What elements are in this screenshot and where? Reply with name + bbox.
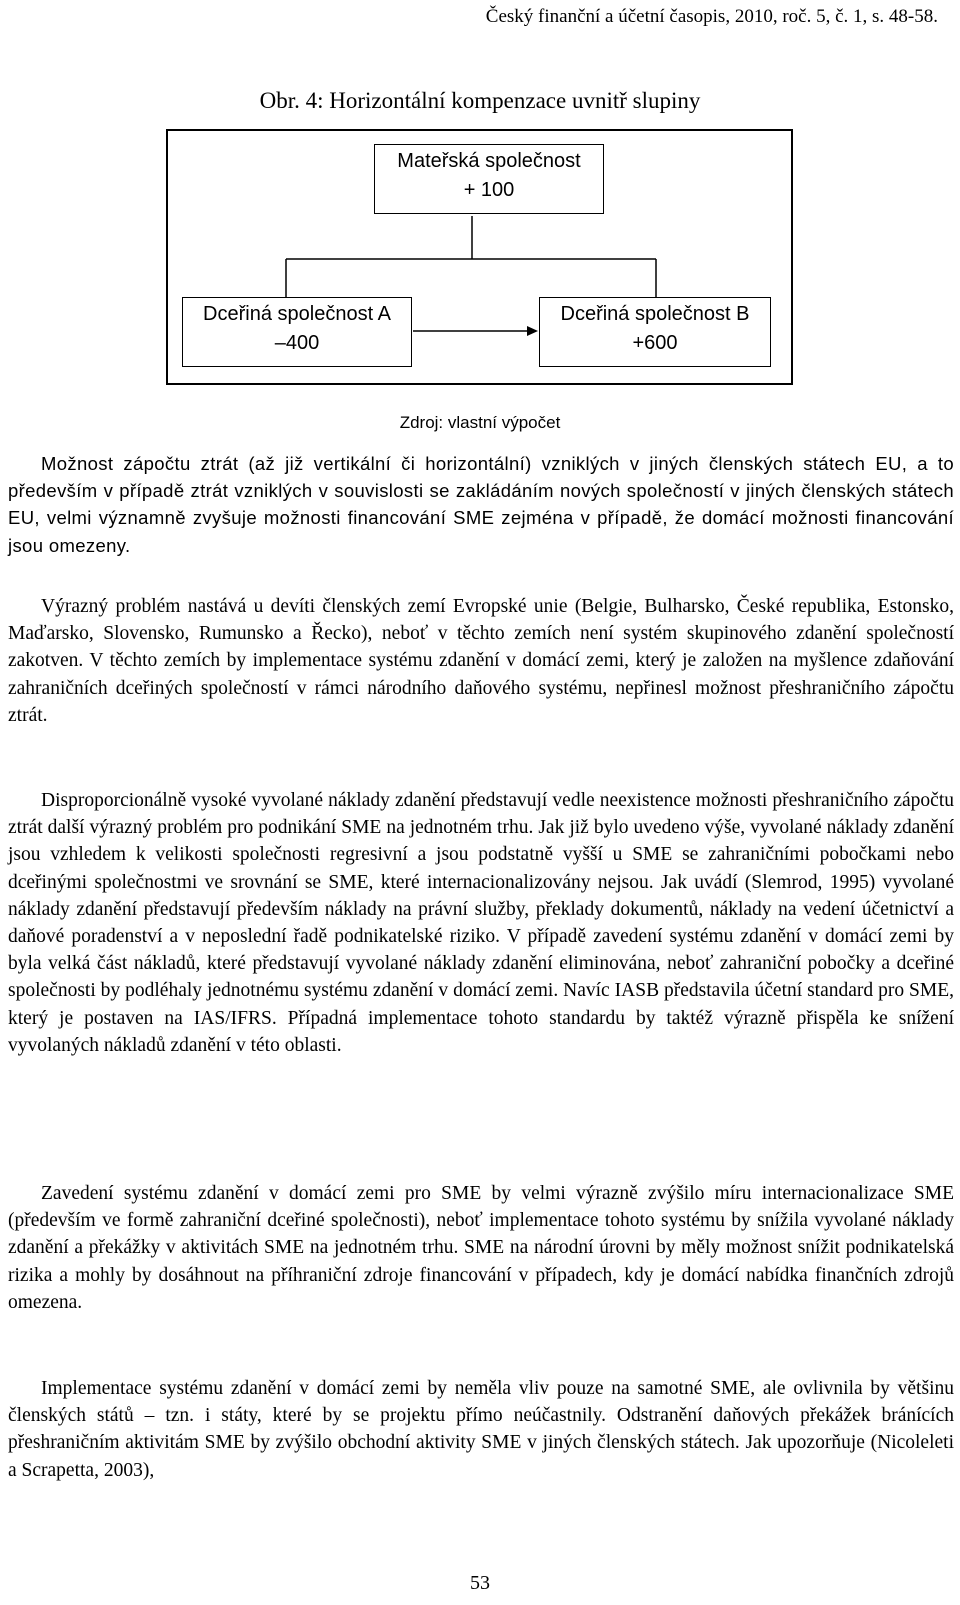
subsidiary-a-value: –400 — [274, 332, 320, 354]
paragraph — [8, 450, 954, 559]
subsidiary-a-box — [182, 297, 412, 367]
parent-company-value: + 100 — [463, 179, 515, 201]
paragraph-text: Možnost zápočtu ztrát (až již vertikální či horizontální) vzniklých v jiných členských státech EU, a to především v případě ztrát vzniklých v souvislosti se zakládáním nových společností v jiných členských státech EU, velmi významně zvyšuje možnosti financování SME zejména v případě, že domácí možnosti financování jsou omezeny. — [8, 453, 954, 556]
paragraph — [8, 1375, 954, 1484]
figure-source: Zdroj: vlastní výpočet — [399, 413, 561, 432]
page-number: 53 — [470, 1572, 490, 1594]
paragraph-text: Implementace systému zdanění v domácí zemi by neměla vliv pouze na samotné SME, ale ovlivnila by většinu členských států – tzn. i státy, které by se projektu přímo neúčastnily. Odstranění daňových překážek bránících přeshraničním aktivitám SME by zvýšilo obchodní aktivity SME v jiných členských státech. Jak upozorňuje (Nicoleleti a Scrapetta, 2003), — [8, 1378, 954, 1481]
paragraph-text: Disproporcionálně vysoké vyvolané náklady zdanění představují vedle neexistence možnosti přeshraničního zápočtu ztrát další výrazný problém pro podnikání SME na jednotném trhu. Jak již bylo uvedeno výše, vyvolané náklady zdanění jsou vzhledem k velikosti společnosti regresivní a jsou podstatně vyšší u SME se zahraničními pobočkami nebo dceřinými společnostmi ve srovnání se SME, které internacionalizovány nejsou. Jak uvádí (Slemrod, 1995) vyvolané náklady zdanění představují především náklady na právní služby, překlady dokumentů, náklady na vedení účetnictví a daňové poradenství a v neposlední řadě podnikatelské riziko. V případě zavedení systému zdanění v domácí zemi by byla velká část nákladů, které představují vyvolané náklady zdanění eliminována, neboť zahraniční pobočky a dceřiné společnosti by podléhaly jednotnému systému zdanění v domácí zemi. Navíc IASB představila účetní standard pro SME, který je postaven na IAS/IFRS. Případná implementace tohoto standardu by taktéž výrazně přispěla ke snížení vyvolaných nákladů zdanění v této oblasti. — [8, 790, 954, 1056]
paragraph — [8, 593, 954, 729]
paragraph — [8, 1180, 954, 1316]
subsidiary-a-name: Dceřiná společnost A — [203, 303, 391, 325]
group-compensation-diagram — [166, 129, 793, 385]
subsidiary-b-value: +600 — [632, 332, 678, 354]
subsidiary-b-box — [539, 297, 771, 367]
figure-title: Obr. 4: Horizontální kompenzace uvnitř slupiny — [259, 88, 701, 113]
paragraph — [8, 787, 954, 1059]
arrow-head-icon — [527, 326, 538, 336]
subsidiary-b-name: Dceřiná společnost B — [560, 303, 750, 325]
paragraph-text: Zavedení systému zdanění v domácí zemi pro SME by velmi výrazně zvýšilo míru internacionalizace SME (především ve formě zahraniční dceřiné společnosti), neboť implementace tohoto systému by snížila vyvolané náklady zdanění a překážky v aktivitách SME na jednotném trhu. SME na národní úrovni by měly možnost snížit podnikatelská rizika a mohly by dosáhnout na příhraniční zdroje financování v případech, kdy je domácí nabídka finančních zdrojů omezena. — [8, 1183, 954, 1313]
parent-company-box — [374, 144, 604, 214]
parent-company-name: Mateřská společnost — [397, 150, 581, 172]
paragraph-text: Výrazný problém nastává u devíti členských zemí Evropské unie (Belgie, Bulharsko, České republika, Estonsko, Maďarsko, Slovensko, Rumunsko a Řecko), neboť v těchto zemích není systém skupinového zdanění společností zakotven. V těchto zemích by implementace systému zdanění v domácí zemi, který je založen na myšlence zdaňování zahraničních dceřiných společností v rámci národního daňového systému, nepřinesl možnost přeshraničního zápočtu ztrát. — [8, 596, 954, 726]
journal-reference: Český finanční a účetní časopis, 2010, roč. 5, č. 1, s. 48-58. — [485, 6, 938, 27]
